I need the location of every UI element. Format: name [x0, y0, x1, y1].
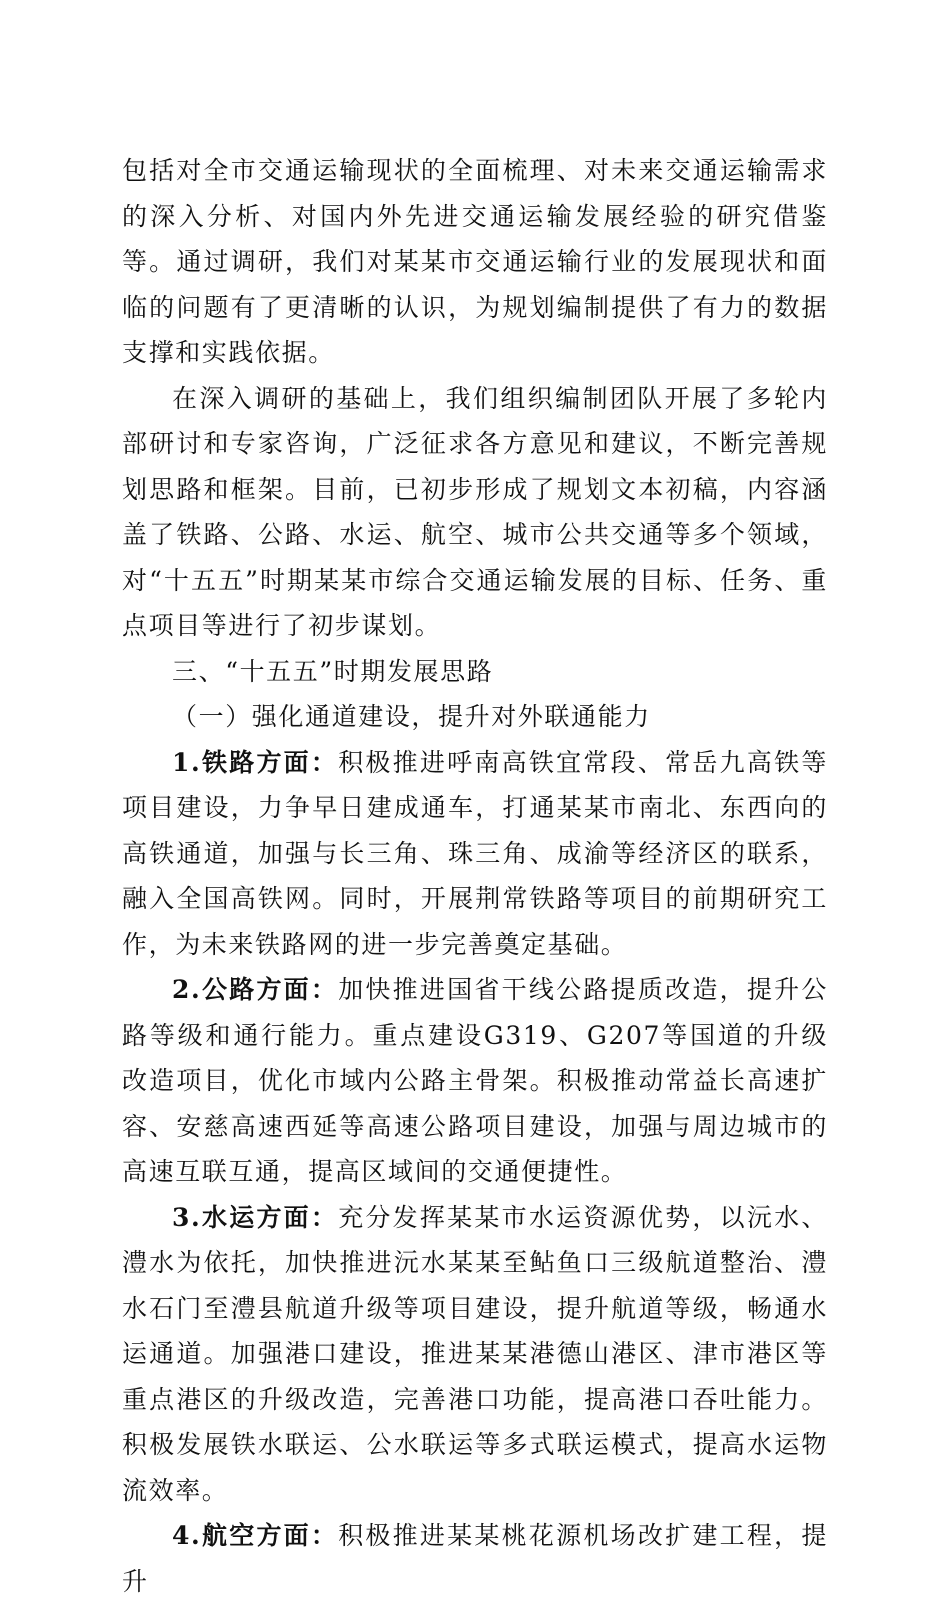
item-lead: 3.水运方面：: [172, 1202, 339, 1232]
item-text: 积极推进某某桃花源机场改扩建工程，提升: [122, 1521, 828, 1596]
subsection-heading: （一）强化通道建设，提升对外联通能力: [172, 702, 651, 731]
item-lead: 2.公路方面：: [172, 975, 339, 1004]
paragraph-draft-progress: [122, 376, 828, 649]
list-item-highway: [122, 967, 828, 1195]
item-text: 积极推进呼南高铁宜常段、常岳九高铁等项目建设，力争早日建成通车，打通某某市南北、东西向的高铁通道，加强与长三角、珠三角、成渝等经济区的联系，融入全国高铁网。同时，开展荆常铁路等项目的前期研究工作，为未来铁路网的进一步完善奠定基础。: [122, 747, 828, 959]
list-item-aviation: [122, 1513, 828, 1604]
paragraph-text: 在深入调研的基础上，我们组织编制团队开展了多轮内部研讨和专家咨询，广泛征求各方意见和建议，不断完善规划思路和框架。目前，已初步形成了规划文本初稿，内容涵盖了铁路、公路、水运、航空、城市公共交通等多个领域，对“十五五”时期某某市综合交通运输发展的目标、任务、重点项目等进行了初步谋划。: [122, 383, 828, 640]
list-item-railway: [122, 740, 828, 968]
item-lead: 4.航空方面：: [172, 1521, 339, 1550]
paragraph-text: 包括对全市交通运输现状的全面梳理、对未来交通运输需求的深入分析、对国内外先进交通运输发展经验的研究借鉴等。通过调研，我们对某某市交通运输行业的发展现状和面临的问题有了更清晰的认识，为规划编制提供了有力的数据支撑和实践依据。: [122, 156, 828, 367]
document-body: [122, 148, 828, 1604]
item-lead: 1.铁路方面：: [172, 747, 339, 777]
section-heading: 三、“十五五”时期发展思路: [172, 656, 494, 686]
paragraph-research-summary: [122, 148, 828, 376]
item-text: 加快推进国省干线公路提质改造，提升公路等级和通行能力。重点建设G319、G207等国道的升级改造项目，优化市域内公路主骨架。积极推动常益长高速扩容、安慈高速西延等高速公路项目建设，加强与周边城市的高速互联互通，提高区域间的交通便捷性。: [122, 975, 828, 1186]
list-item-waterway: [122, 1195, 828, 1514]
item-text: 充分发挥某某市水运资源优势，以沅水、澧水为依托，加快推进沅水某某至鲇鱼口三级航道整治、澧水石门至澧县航道升级等项目建设，提升航道等级，畅通水运通道。加强港口建设，推进某某港德山港区、津市港区等重点港区的升级改造，完善港口功能，提高港口吞吐能力。积极发展铁水联运、公水联运等多式联运模式，提高水运物流效率。: [122, 1202, 828, 1505]
